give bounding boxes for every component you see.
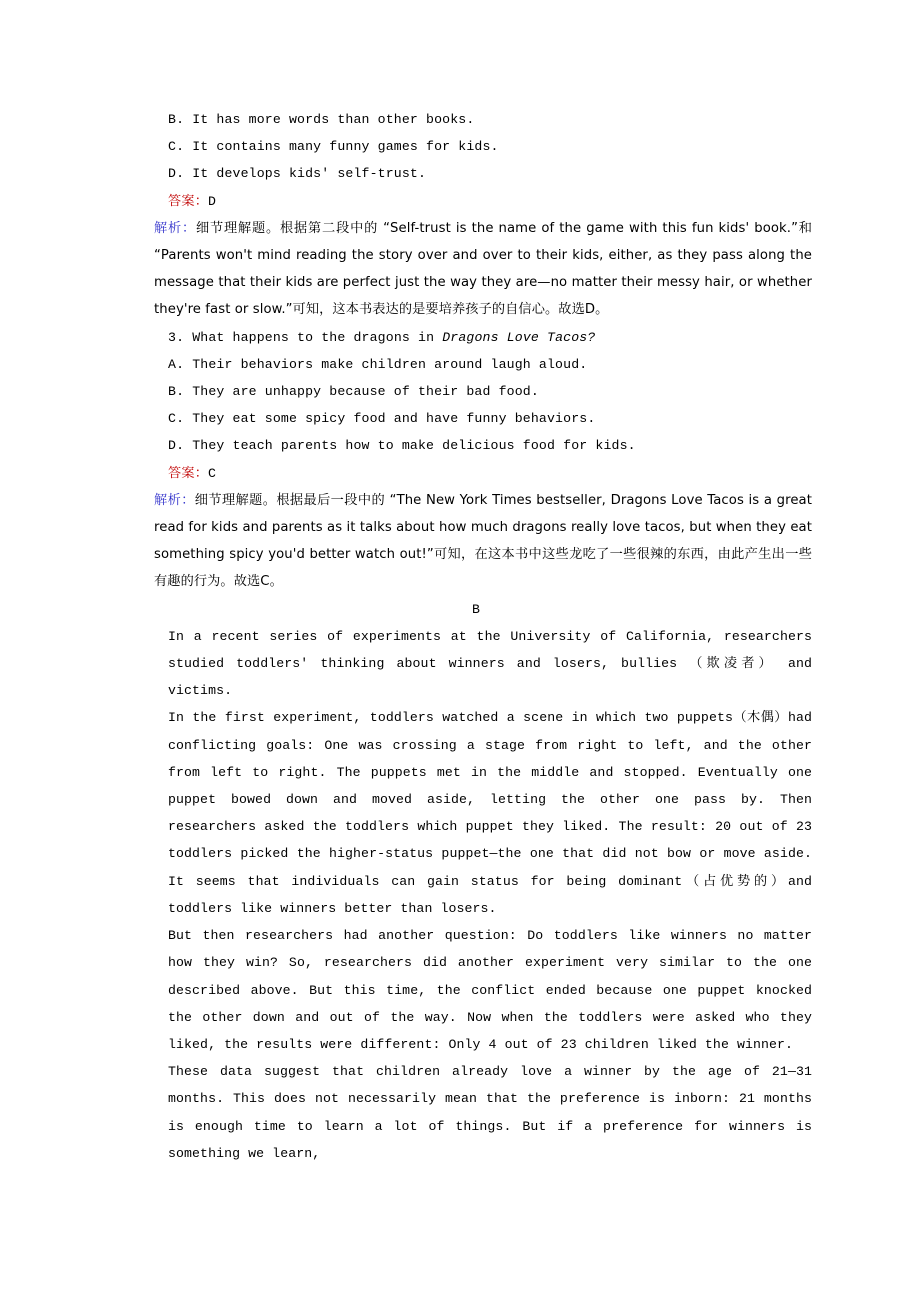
body-paragraph: In a recent series of experiments at the University of California, researchers studied toddlers' thinking about winners and losers, bullies （欺凌者） and victims.: [168, 628, 812, 699]
option-line: D. It develops kids' self-trust.: [168, 166, 427, 182]
analysis-paragraph: [140, 487, 812, 596]
option-line: C. It contains many funny games for kids.: [168, 139, 499, 155]
question-number: 3.: [168, 329, 185, 345]
body-paragraph: But then researchers had another question: Do toddlers like winners no matter how they win? So, researchers did another experiment very similar to the one described above. But this time, the conflict ended because one puppet knocked the other down and out of the way. Now when the toddlers were asked who they liked, the results were different: Only 4 out of 23 children liked the winner.: [168, 928, 812, 1052]
answer-colon: ：: [194, 465, 209, 481]
option-line: D. They teach parents how to make delicious food for kids.: [168, 438, 636, 454]
body-paragraph: In the first experiment, toddlers watched a scene in which two puppets（木偶）had conflicting goals: One was crossing a stage from right to left, and the other from left to right. The puppets met in the middle and stopped. Eventually one puppet bowed down and moved aside, letting the other one pass by. Then researchers asked the toddlers which puppet they liked. The result: 20 out of 23 toddlers picked the higher-status puppet—the one that did not bow or move aside. It seems that individuals can gain status for being dominant（占优势的）and toddlers like winners better than losers.: [168, 710, 812, 916]
analysis-text: 细节理解题。根据第二段中的 “Self-trust is the name of the game with this fun kids' book.”和 “Parents won't mind reading the story over and over to their kids, either, as they pass along the message that their kids are perfect just the way they are—no matter their messy hair, or whether they're fast or slow.”可知，这本书表达的是要培养孩子的自信心。故选D。: [154, 220, 813, 318]
answer-line: [140, 188, 812, 215]
document-content: [140, 106, 812, 1167]
analysis-text: 细节理解题。根据最后一段中的 “The New York Times bestseller, Dragons Love Tacos is a great read for kids and parents as it talks about how much dragons really love tacos, but when they eat something spicy you'd better watch out!”可知，在这本书中这些龙吃了一些很辣的东西，由此产生出一些有趣的行为。故选C。: [154, 492, 812, 590]
option-line: B. It has more words than other books.: [168, 112, 475, 127]
answer-value: C: [208, 465, 217, 481]
option-line: C. They eat some spicy food and have funny behaviors.: [168, 411, 596, 427]
question-stem: [140, 324, 812, 351]
answer-label: 答案: [168, 465, 195, 481]
analysis-label: 解析: [154, 492, 182, 508]
analysis-colon: ：: [181, 492, 195, 508]
analysis-colon: ：: [182, 220, 197, 236]
answer-label: 答案: [168, 193, 195, 209]
section-heading-b: B: [472, 601, 480, 617]
analysis-paragraph: [140, 215, 812, 324]
answer-colon: ：: [194, 193, 209, 209]
answer-value: D: [208, 193, 217, 209]
body-paragraph: These data suggest that children already love a winner by the age of 21—31 months. This does not necessarily mean that the preference is inborn: 21 months is enough time to learn a lot of things. But if a preference for winners is something we learn,: [168, 1064, 812, 1161]
analysis-label: 解析: [154, 220, 183, 236]
option-line: B. They are unhappy because of their bad food.: [168, 384, 539, 400]
question-text: What happens to the dragons in: [192, 329, 443, 345]
option-line: A. Their behaviors make children around laugh aloud.: [168, 356, 588, 372]
answer-line: [140, 460, 812, 487]
question-title-italic: Dragons Love Tacos?: [442, 329, 596, 345]
